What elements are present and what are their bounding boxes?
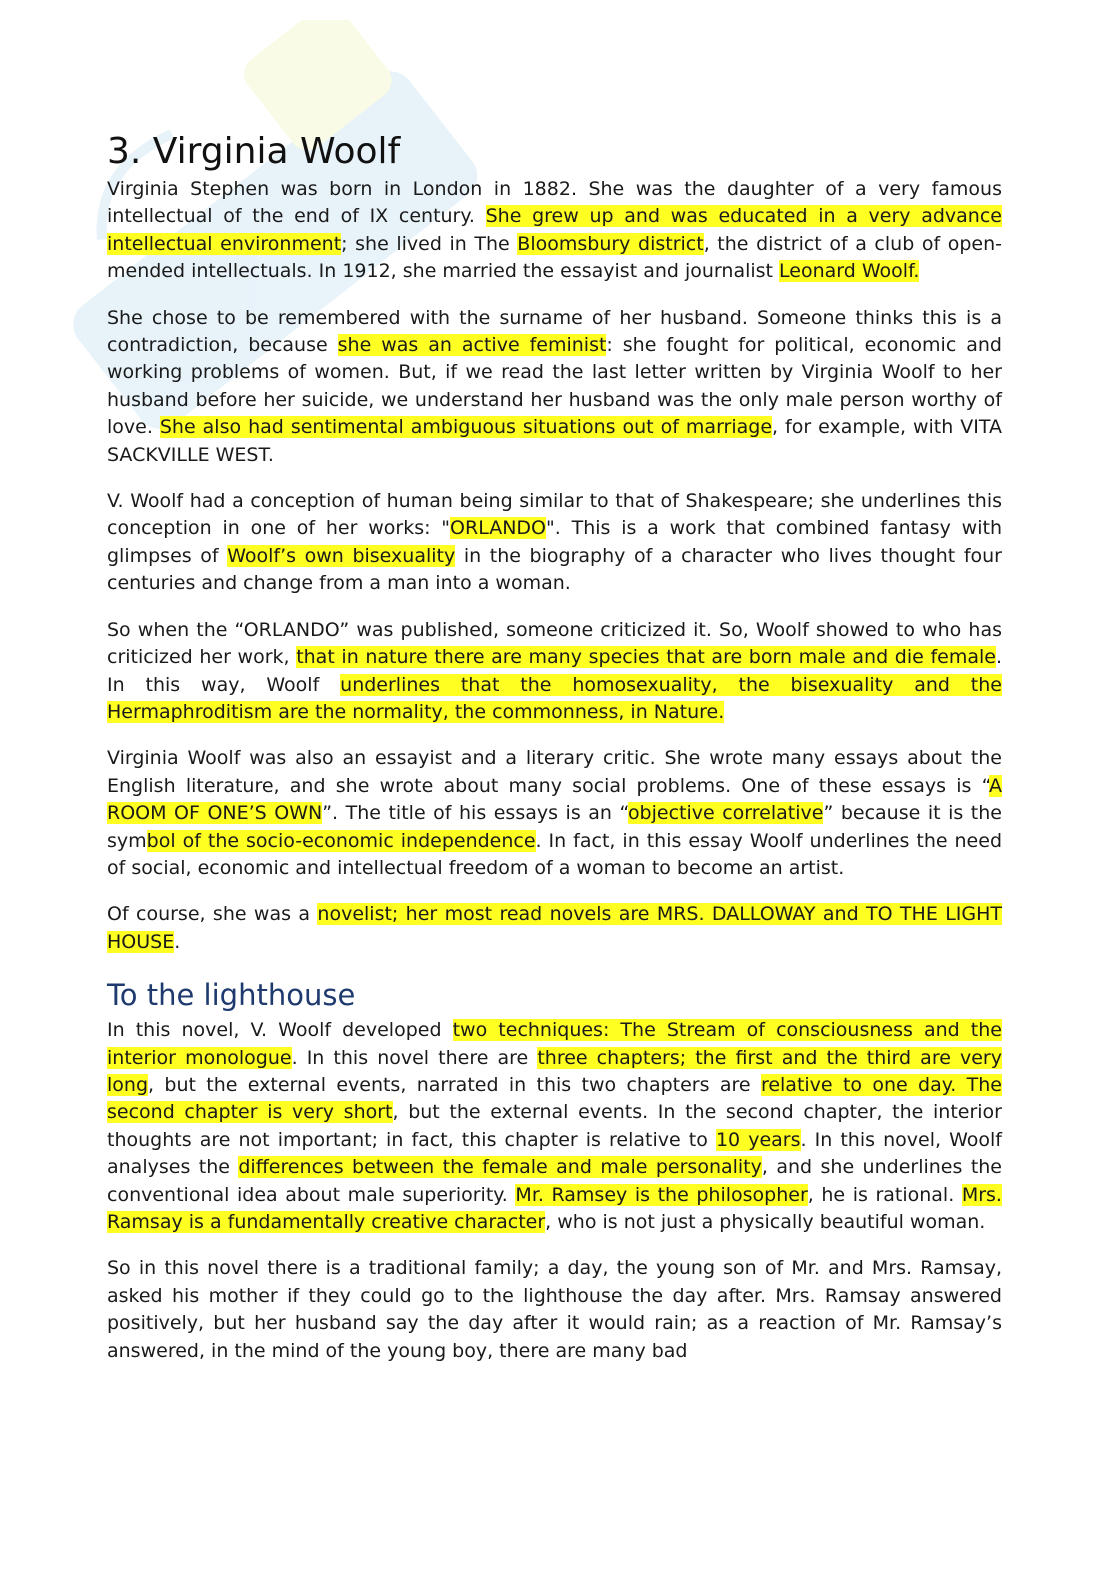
- text-run: ” because it is the sym: [107, 802, 1002, 852]
- highlighted-text: Mrs. Ramsay is a fundamentally creative character: [107, 1183, 1002, 1233]
- paragraph: [107, 1017, 1002, 1236]
- text-run: So when the “ORLANDO” was published, someone criticized it. So, Woolf showed to who has criticized her work,: [107, 618, 1002, 669]
- highlighted-text: She also had sentimental ambiguous situations out of marriage: [159, 416, 773, 439]
- text-run: , but the external events, narrated in this two chapters are: [148, 1073, 761, 1096]
- lighthouse-section: [107, 1017, 1002, 1365]
- highlighted-text: bol of the socio-economic independence: [146, 829, 536, 852]
- text-run: Of course, she was a: [107, 903, 318, 926]
- highlighted-text: three chapters; the first and the third are very long: [107, 1046, 1002, 1096]
- highlighted-text: two techniques: The Stream of consciousness and the interior monologue: [107, 1019, 1002, 1069]
- text-run: , the district of a club of open-mended intellectuals. In 1912, she married the essayist and journalist: [107, 232, 1002, 283]
- highlighted-text: differences between the female and male personality: [238, 1156, 762, 1179]
- text-run: V. Woolf had a conception of human being similar to that of Shakespeare; she underlines this conception in one of her works: ": [107, 490, 1002, 540]
- text-run: ; she lived in The: [341, 232, 518, 255]
- paragraph: [107, 488, 1002, 598]
- document-page: [107, 128, 1002, 1384]
- highlighted-text: she was an active feminist: [337, 334, 607, 357]
- highlighted-text: 10 years: [715, 1128, 801, 1151]
- highlighted-text: objective correlative: [627, 802, 824, 825]
- highlighted-text: that in nature there are many species that are born male and die female: [296, 646, 996, 669]
- text-run: . In this novel, Woolf analyses the: [107, 1128, 1002, 1179]
- highlighted-text: novelist; her most read novels are MRS. DALLOWAY and TO THE LIGHT HOUSE: [107, 903, 1003, 953]
- intro-section: [107, 176, 1002, 956]
- section-title: To the lighthouse: [107, 978, 356, 1013]
- paragraph: [107, 745, 1002, 882]
- highlighted-text: ORLANDO: [450, 517, 547, 540]
- text-run: ”. The title of his essays is an “: [322, 802, 628, 825]
- text-run: Virginia Woolf was also an essayist and a literary critic. She wrote many essays about the English literature, and she wrote about many social problems. One of these essays is “: [107, 747, 1002, 797]
- text-run: , and she underlines the conventional idea about male superiority.: [107, 1156, 1002, 1206]
- text-run: She chose to be remembered with the surname of her husband. Someone thinks this is a contradiction, because: [107, 306, 1002, 357]
- paragraph: [107, 901, 1002, 956]
- text-run: . In this novel there are: [291, 1046, 538, 1069]
- paragraph: [107, 1255, 1002, 1365]
- text-run: , he is rational.: [807, 1183, 962, 1206]
- highlighted-text: underlines that the homosexuality, the bisexuality and the Hermaphroditism are the normality, the commonness, in Nature.: [107, 673, 1002, 723]
- highlighted-text: Bloomsbury district: [517, 232, 704, 255]
- text-run: , for example, with VITA SACKVILLE WEST.: [107, 416, 1003, 466]
- highlighted-text: She grew up and was educated in a very advance intellectual environment: [107, 205, 1002, 255]
- page-title: 3. Virginia Woolf: [107, 131, 401, 172]
- text-run: in the biography of a character who lives thought four centuries and change from a man into a woman.: [107, 544, 1002, 595]
- highlighted-text: Leonard Woolf.: [779, 260, 920, 283]
- text-run: : she fought for political, economic and working problems of women. But, if we read the last letter written by Virginia Woolf to her husband before her suicide, we understand her husband was the only male person worthy of love.: [107, 334, 1002, 439]
- highlighted-text: Mr. Ramsey is the philosopher: [515, 1183, 808, 1206]
- text-run: So in this novel there is a traditional family; a day, the young son of Mr. and Mrs. Ramsay, asked his mother if they could go to the lighthouse the day after. Mrs. Ramsay answered positively, but her husband say the day after it would rain; as a reaction of Mr. Ramsay’s answered, in the mind of the young boy, there are many bad: [107, 1257, 1002, 1362]
- highlighted-text: relative to one day. The second chapter is very short: [107, 1073, 1003, 1124]
- paragraph: [107, 305, 1002, 469]
- paragraph: [107, 617, 1002, 727]
- highlighted-text: A ROOM OF ONE’S OWN: [107, 774, 1002, 825]
- paragraph: [107, 176, 1002, 286]
- text-run: ". This is a work that combined fantasy with glimpses of: [107, 517, 1002, 567]
- highlighted-text: Woolf’s own bisexuality: [227, 544, 456, 567]
- text-run: , who is not just a physically beautiful woman.: [545, 1211, 986, 1233]
- text-run: In this novel, V. Woolf developed: [107, 1019, 453, 1042]
- text-run: . In fact, in this essay Woolf underlines the need of social, economic and intellectual freedom of a woman to become an artist.: [107, 829, 1003, 879]
- text-run: Virginia Stephen was born in London in 1882. She was the daughter of a very famous intellectual of the end of IX century.: [107, 178, 1002, 228]
- text-run: .: [174, 930, 181, 953]
- text-run: , but the external events. In the second chapter, the interior thoughts are not important; in fact, this chapter is relative to: [107, 1101, 1002, 1151]
- text-run: . In this way, Woolf: [107, 646, 1002, 696]
